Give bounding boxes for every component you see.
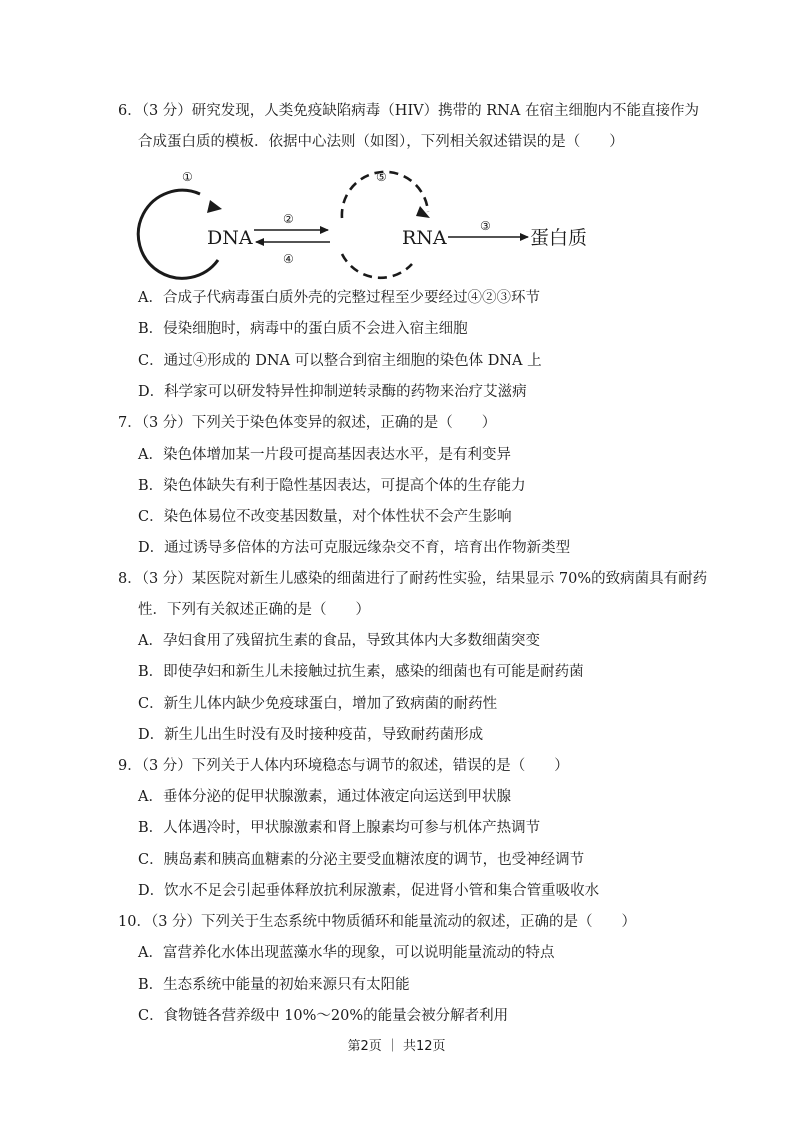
- question-9-option-b: B．人体遇冷时，甲状腺激素和肾上腺素均可参与机体产热调节: [138, 820, 541, 836]
- question-6-stem: 6．（3 分）研究发现，人类免疫缺陷病毒（HIV）携带的 RNA 在宿主细胞内不能直接作为: [118, 103, 699, 119]
- question-10-option-b: B．生态系统中能量的初始来源只有太阳能: [138, 977, 410, 993]
- question-8-option-c: C．新生儿体内缺少免疫球蛋白，增加了致病菌的耐药性: [138, 696, 498, 712]
- question-9-option-a: A．垂体分泌的促甲状腺激素，通过体液定向运送到甲状腺: [138, 789, 511, 805]
- question-9-option-c: C．胰岛素和胰高血糖素的分泌主要受血糖浓度的调节，也受神经调节: [138, 852, 585, 868]
- protein-label: 蛋白质: [530, 227, 588, 249]
- question-6-option-c: C．通过④形成的 DNA 可以整合到宿主细胞的染色体 DNA 上: [138, 353, 542, 369]
- step-5-label: ⑤: [376, 170, 387, 184]
- question-7-stem: 7．（3 分）下列关于染色体变异的叙述，正确的是（ ）: [118, 415, 497, 431]
- page-footer: 第2页 ｜ 共12页: [347, 1039, 446, 1054]
- question-6-option-a: A．合成子代病毒蛋白质外壳的完整过程至少要经过④②③环节: [138, 290, 540, 306]
- question-8-option-d: D．新生儿出生时没有及时接种疫苗，导致耐药菌形成: [138, 727, 484, 743]
- question-10-stem: 10．（3 分）下列关于生态系统中物质循环和能量流动的叙述，正确的是（ ）: [118, 914, 637, 930]
- step-4-label: ④: [283, 252, 294, 266]
- question-6-stem-continued: 合成蛋白质的模板．依据中心法则（如图），下列相关叙述错误的是（ ）: [138, 134, 624, 150]
- question-7-option-c: C．染色体易位不改变基因数量，对个体性状不会产生影响: [138, 509, 512, 525]
- question-7-option-d: D．通过诱导多倍体的方法可克服远缘杂交不育，培育出作物新类型: [138, 540, 571, 556]
- question-9-stem: 9．（3 分）下列关于人体内环境稳态与调节的叙述，错误的是（ ）: [118, 758, 569, 774]
- question-6-option-d: D．科学家可以研发特异性抑制逆转录酶的药物来治疗艾滋病: [138, 384, 527, 400]
- step-3-label: ③: [480, 219, 491, 233]
- question-8-stem: 8．（3 分）某医院对新生儿感染的细菌进行了耐药性实验，结果显示 70%的致病菌具有耐药: [118, 571, 708, 587]
- question-8-option-a: A．孕妇食用了残留抗生素的食品，导致其体内大多数细菌突变: [138, 633, 540, 649]
- question-6-option-b: B．侵染细胞时，病毒中的蛋白质不会进入宿主细胞: [138, 321, 468, 337]
- rna-label: RNA: [402, 227, 447, 249]
- step-1-label: ①: [182, 170, 193, 184]
- central-dogma-diagram: [130, 162, 610, 284]
- dna-label: DNA: [207, 227, 253, 249]
- question-7-option-a: A．染色体增加某一片段可提高基因表达水平，是有利变异: [138, 447, 511, 463]
- step-2-label: ②: [283, 212, 294, 226]
- question-8-option-b: B．即使孕妇和新生儿未接触过抗生素，感染的细菌也有可能是耐药菌: [138, 664, 584, 680]
- question-10-option-a: A．富营养化水体出现蓝藻水华的现象，可以说明能量流动的特点: [138, 945, 555, 961]
- rna-replication-arc-lower: [342, 254, 412, 278]
- question-8-stem-continued: 性．下列有关叙述正确的是（ ）: [138, 602, 370, 618]
- replication-arrowhead: [207, 200, 222, 213]
- question-10-option-c: C．食物链各营养级中 10%～20%的能量会被分解者利用: [138, 1008, 509, 1024]
- question-7-option-b: B．染色体缺失有利于隐性基因表达，可提高个体的生存能力: [138, 478, 526, 494]
- question-9-option-d: D．饮水不足会引起垂体释放抗利尿激素，促进肾小管和集合管重吸收水: [138, 883, 600, 899]
